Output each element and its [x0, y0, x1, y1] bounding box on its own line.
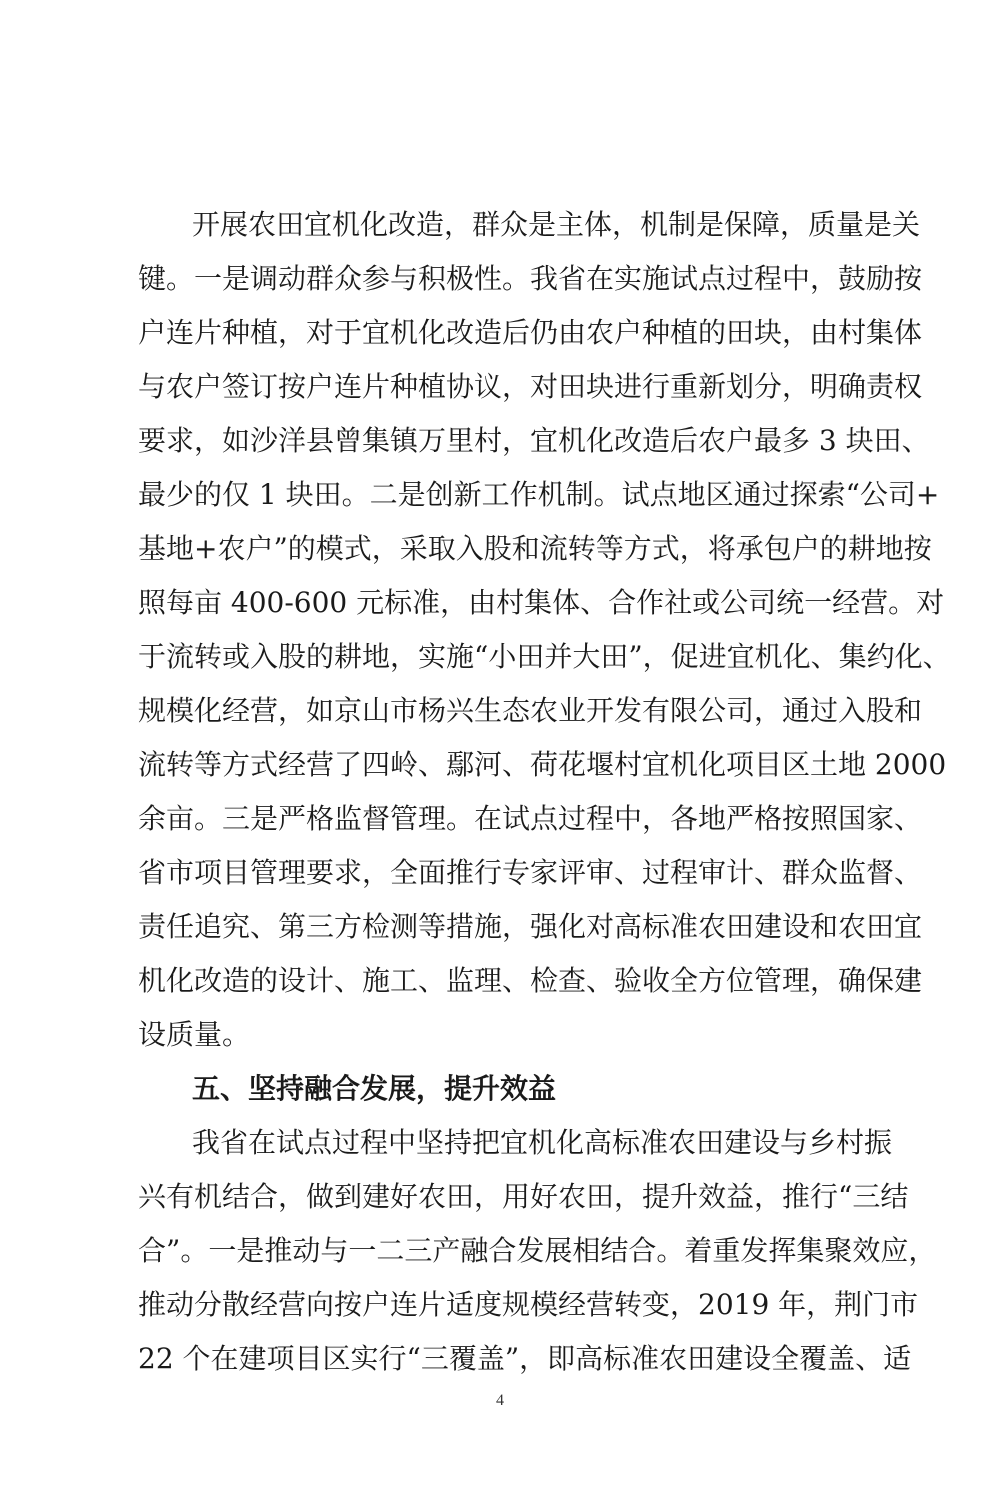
page-number: 4: [496, 1392, 504, 1409]
paragraph-1-line: 键。一是调动群众参与积极性。我省在实施试点过程中，鼓励按: [138, 262, 923, 295]
paragraph-1-line: 于流转或入股的耕地，实施“小田并大田”，促进宜机化、集约化、: [138, 640, 951, 673]
paragraph-1-line: 设质量。: [138, 1018, 251, 1051]
paragraph-1-line: 照每亩 400-600 元标准，由村集体、合作社或公司统一经营。对: [138, 586, 945, 619]
paragraph-2-line: 我省在试点过程中坚持把宜机化高标准农田建设与乡村振: [192, 1126, 893, 1159]
paragraph-2-line: 兴有机结合，做到建好农田，用好农田，提升效益，推行“三结: [138, 1180, 909, 1213]
paragraph-1-line: 要求，如沙洋县曾集镇万里村，宜机化改造后农户最多 3 块田、: [138, 424, 930, 457]
paragraph-1-line: 流转等方式经营了四岭、鄢河、荷花堰村宜机化项目区土地 2000: [138, 748, 947, 781]
paragraph-1-line: 机化改造的设计、施工、监理、检查、验收全方位管理，确保建: [138, 964, 923, 997]
paragraph-1-line: 余亩。三是严格监督管理。在试点过程中，各地严格按照国家、: [138, 802, 923, 835]
paragraph-1-line: 与农户签订按户连片种植协议，对田块进行重新划分，明确责权: [138, 370, 923, 403]
paragraph-1-line: 基地+农户”的模式，采取入股和流转等方式，将承包户的耕地按: [138, 532, 932, 565]
paragraph-1-line: 户连片种植，对于宜机化改造后仍由农户种植的田块，由村集体: [138, 316, 923, 349]
paragraph-1-line: 责任追究、第三方检测等措施，强化对高标准农田建设和农田宜: [138, 910, 923, 943]
paragraph-2-line: 22 个在建项目区实行“三覆盖”，即高标准农田建设全覆盖、适: [138, 1342, 912, 1375]
paragraph-1-line: 规模化经营，如京山市杨兴生态农业开发有限公司，通过入股和: [138, 694, 923, 727]
paragraph-2-line: 推动分散经营向按户连片适度规模经营转变，2019 年，荆门市: [138, 1288, 919, 1321]
paragraph-1-line: 省市项目管理要求，全面推行专家评审、过程审计、群众监督、: [138, 856, 923, 889]
paragraph-2-line: 合”。一是推动与一二三产融合发展相结合。着重发挥集聚效应，: [138, 1234, 937, 1267]
paragraph-1-line: 最少的仅 1 块田。二是创新工作机制。试点地区通过探索“公司+: [138, 478, 940, 511]
section-heading: 五、坚持融合发展，提升效益: [192, 1072, 557, 1105]
paragraph-1-line: 开展农田宜机化改造，群众是主体，机制是保障，质量是关: [192, 208, 921, 241]
